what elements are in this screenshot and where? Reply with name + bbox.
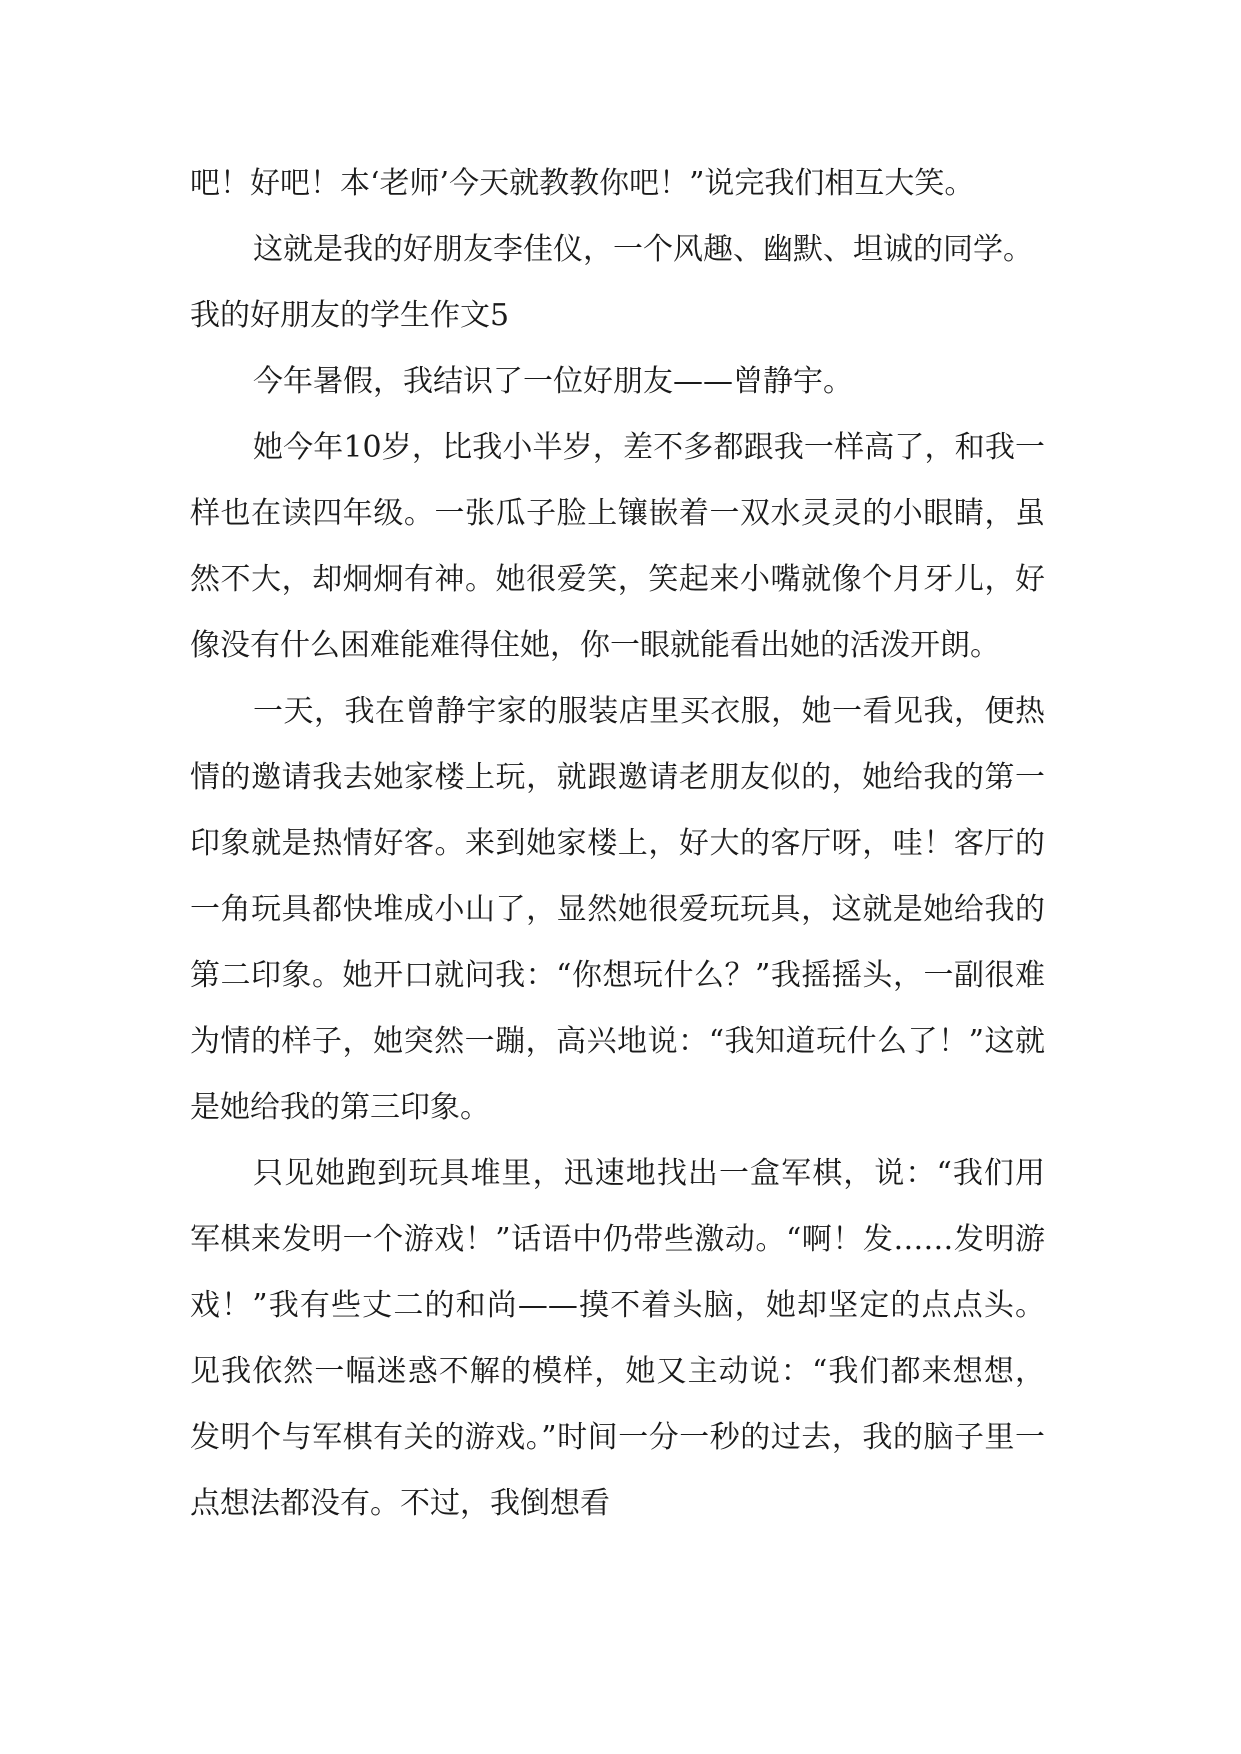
document-page: [190, 151, 1045, 1537]
section-heading: 我的好朋友的学生作文5: [190, 298, 510, 333]
paragraph: 一天，我在曾静宇家的服装店里买衣服，她一看见我，便热情的邀请我去她家楼上玩，就跟邀请老朋友似的，她给我的第一印象就是热情好客。来到她家楼上，好大的客厅呀，哇！客厅的一角玩具都快堆成小山了，显然她很爱玩玩具，这就是她给我的第二印象。她开口就问我：“你想玩什么？”我摇摇头，一副很难为情的样子，她突然一蹦，高兴地说：“我知道玩什么了！”这就是她给我的第三印象。: [190, 694, 1045, 1125]
paragraph: 今年暑假，我结识了一位好朋友——曾静宇。: [253, 364, 853, 399]
paragraph: 只见她跑到玩具堆里，迅速地找出一盒军棋，说：“我们用军棋来发明一个游戏！”话语中仍带些激动。“啊！发……发明游戏！”我有些丈二的和尚——摸不着头脑，她却坚定的点点头。见我依然一幅迷惑不解的模样，她又主动说：“我们都来想想，发明个与军棋有关的游戏。”时间一分一秒的过去，我的脑子里一点想法都没有。不过，我倒想看: [190, 1156, 1045, 1521]
paragraph: 她今年10岁，比我小半岁，差不多都跟我一样高了，和我一样也在读四年级。一张瓜子脸上镶嵌着一双水灵灵的小眼睛，虽然不大，却炯炯有神。她很爱笑，笑起来小嘴就像个月牙儿，好像没有什么困难能难得住她，你一眼就能看出她的活泼开朗。: [190, 430, 1045, 663]
paragraph: 这就是我的好朋友李佳仪，一个风趣、幽默、坦诚的同学。: [253, 232, 1033, 267]
paragraph: 吧！好吧！本‘老师’今天就教教你吧！”说完我们相互大笑。: [190, 166, 975, 201]
